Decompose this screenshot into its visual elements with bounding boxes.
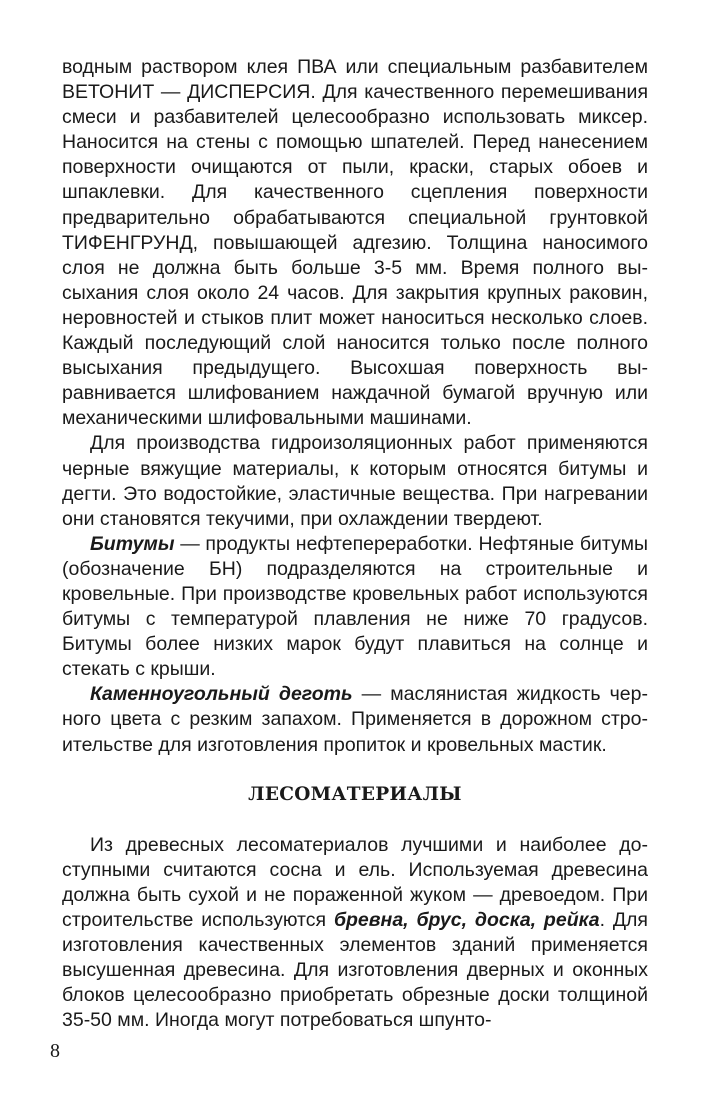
term-bitumens: Битумы xyxy=(90,532,175,555)
text-run: — маслянистая жидкость черного цвета с резким запахом. Применяется в дорожном строительстве для изготовления пропиток и кровельных мастик. xyxy=(62,683,648,756)
text-run: — продукты нефтепереработки. Нефтяные битумы (обозначение БН) подразделяются на строительные и кровельные. При производстве кровельных работ используются битумы с температурой плавления не ниже 70 градусов. Битумы более низких марок будут плавиться на солнце и стекать с крыши. xyxy=(62,532,648,681)
paragraph-coal-tar xyxy=(62,682,648,757)
page-content xyxy=(62,55,648,1033)
text-run: водным раствором клея ПВА или специальным разбавителем ВЕТОНИТ — ДИСПЕРСИЯ. Для качественного перемешивания смеси и разбавителей целесообразно использовать миксер. Наносится на стены с помощью шпателей. Перед нанесением поверхности очищаются от пыли, краски, старых обоев и шпаклевки. Для качественного сцепления поверхности предварительно обрабатываются специальной грунтовкой ТИФЕНГРУНД, повышающей адгезию. Толщина наносимого слоя не должна быть больше 3-5 мм. Время полного высыхания слоя около 24 часов. Для закрытия крупных раковин, неровностей и стыков плит может наноситься несколько слоев. Каждый последующий слой наносится только после полного высыхания предыдущего. Высохшая поверхность выравнивается шлифованием наждачной бумагой вручную или механическими шлифовальными машинами. xyxy=(62,56,648,430)
term-coal-tar: Каменноугольный деготь xyxy=(90,683,353,706)
text-run: . Для изготовления качественных элементов зданий применяется высушенная древесина. Для изготовления дверных и оконных блоков целесообразно приобретать обрезные доски толщиной 35-50 мм. Иногда могут потребоваться шпунто- xyxy=(62,909,648,1032)
page-number: 8 xyxy=(50,1040,60,1062)
text-run: Из древесных лесоматериалов лучшими и наиболее доступными считаются сосна и ель. Используемая древесина должна быть сухой и не пораженной жуком — древоедом. При строительстве используются xyxy=(62,833,648,931)
paragraph-1 xyxy=(62,55,648,431)
section-heading: ЛЕСОМАТЕРИАЛЫ xyxy=(248,783,462,805)
paragraph-timber xyxy=(62,833,648,1034)
paragraph-bitumens xyxy=(62,532,648,683)
text-run: Для производства гидроизоляционных работ применяются черные вяжущие материалы, к которым относятся битумы и дегти. Это водостойкие, эластичные вещества. При нагревании они становятся текучими, при охлаждении твердеют. xyxy=(62,432,648,530)
paragraph-2 xyxy=(62,431,648,531)
term-timber-types: бревна, брус, доска, рейка xyxy=(333,909,600,931)
